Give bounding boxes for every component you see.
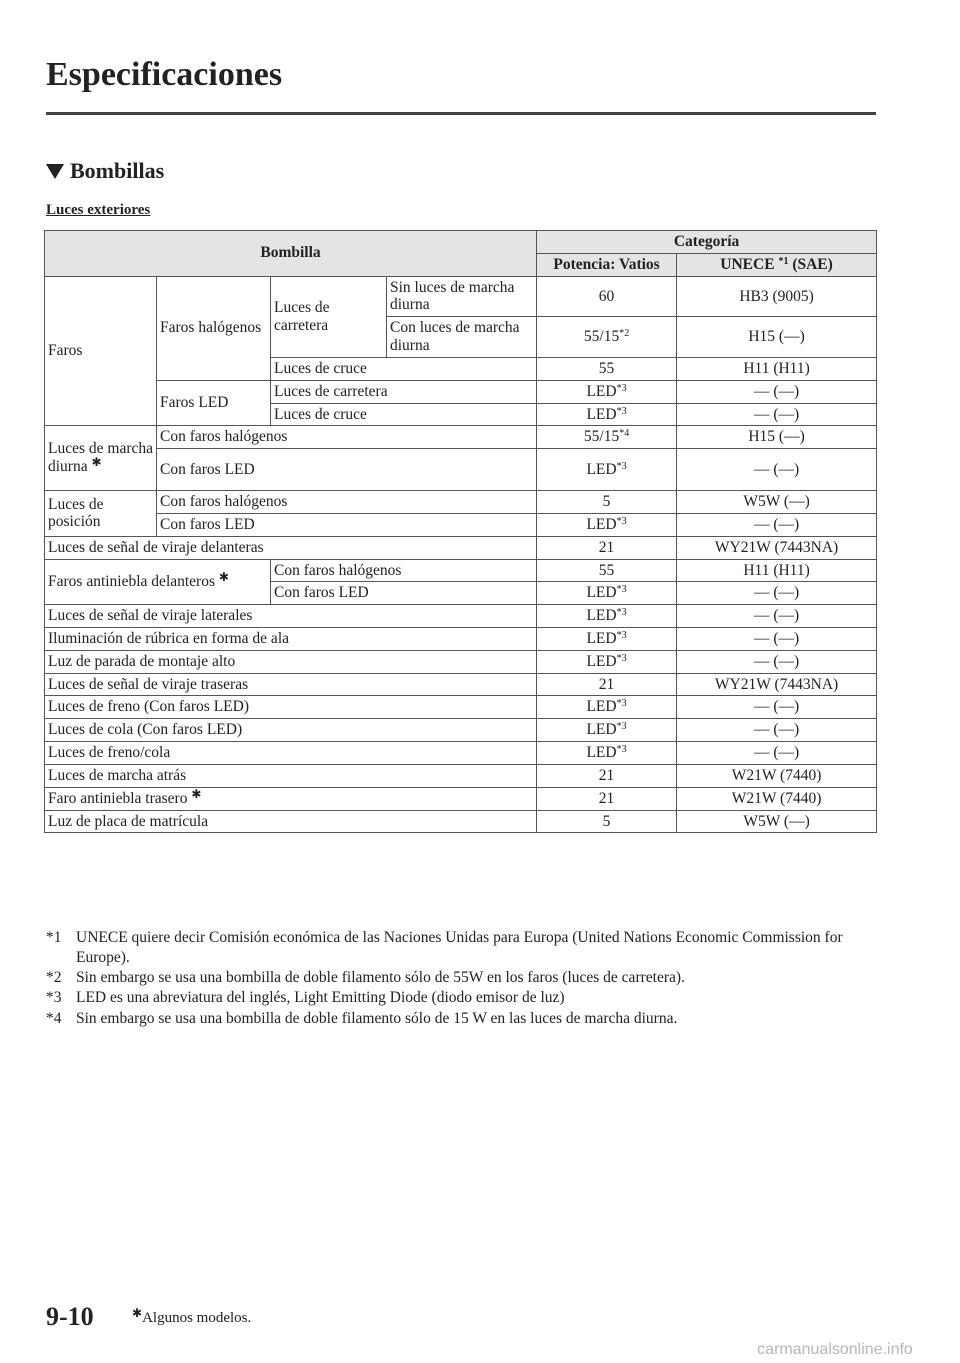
watermark: carmanualsonline.info <box>710 1337 960 1363</box>
footnote-text: Sin embargo se usa una bombilla de doble filamento sólo de 55W en los faros (luces de carretera). <box>76 969 685 987</box>
table-row <box>45 449 877 491</box>
table-row <box>45 787 877 810</box>
category-cell: H11 (H11) <box>677 357 877 380</box>
fog-halogen-label: Con faros halógenos <box>271 559 537 582</box>
footnote-mark: *1 <box>46 929 62 946</box>
power-value: LED <box>586 460 617 478</box>
footnote-ref: *3 <box>616 630 627 641</box>
power-value: 5 <box>602 812 611 830</box>
category-cell: W21W (7440) <box>677 787 877 810</box>
footnote-text: Sin embargo se usa una bombilla de doble filamento sólo de 15 W en las luces de marcha diurna. <box>76 1009 678 1027</box>
power-cell <box>537 764 677 787</box>
table-row <box>45 380 877 403</box>
power-cell: 55 <box>537 357 677 380</box>
triangle-down-icon <box>46 164 64 179</box>
header-unece <box>677 253 877 276</box>
row-label: Luces de marcha atrás <box>48 766 187 784</box>
row-label: Luces de señal de viraje traseras <box>48 675 249 693</box>
power-cell <box>537 787 677 810</box>
power-value: LED <box>586 584 617 602</box>
footnotes <box>46 928 876 1029</box>
power-value: LED <box>586 405 617 423</box>
power-value: LED <box>586 652 617 670</box>
table-row <box>45 719 877 742</box>
subsection-title: Luces exteriores <box>46 202 151 218</box>
power-cell <box>537 696 677 719</box>
power-cell <box>537 513 677 536</box>
star-icon: ✱ <box>132 1306 143 1320</box>
power-value: LED <box>586 607 617 625</box>
page-number: 9-10 <box>46 1302 94 1331</box>
footnote-mark: *4 <box>46 1009 62 1027</box>
star-icon: ✱ <box>218 569 229 584</box>
table-row <box>45 513 877 536</box>
footnote-3 <box>46 988 876 1008</box>
table-row <box>45 536 877 559</box>
table-row <box>45 650 877 673</box>
footnote-ref: *4 <box>619 428 630 440</box>
power-cell <box>537 742 677 765</box>
table-row <box>45 673 877 696</box>
section-title: Bombillas <box>70 158 165 183</box>
category-cell: ― (―) <box>677 582 877 605</box>
power-value: 21 <box>598 766 615 784</box>
footnote-ref: *3 <box>616 607 627 619</box>
row-label-cell <box>45 605 537 628</box>
category-cell: H15 (―) <box>677 317 877 358</box>
power-value: LED <box>586 721 617 739</box>
table-header-row <box>45 231 877 254</box>
table-row <box>45 559 877 582</box>
power-cell <box>537 650 677 673</box>
footnote-ref: *3 <box>616 652 627 664</box>
category-cell: H15 (―) <box>677 426 877 449</box>
table-row <box>45 426 877 449</box>
row-label: Luces de señal de viraje laterales <box>48 607 253 625</box>
power-cell <box>537 673 677 696</box>
power-value: 55/15 <box>583 428 620 446</box>
category-cell: ― (―) <box>677 513 877 536</box>
power-cell <box>537 317 677 358</box>
category-cell: ― (―) <box>677 380 877 403</box>
footnote-ref: *3 <box>616 405 627 417</box>
footnote-mark: *2 <box>46 969 62 987</box>
row-label: Luces de cola (Con faros LED) <box>48 721 243 739</box>
table-row <box>45 696 877 719</box>
footnote-text: UNECE quiere decir Comisión económica de las Naciones Unidas para Europa (United Nations Economic Commission for Europe). <box>76 929 843 967</box>
faros-low-beam-label: Luces de cruce <box>271 357 537 380</box>
front-turn-label: Luces de señal de viraje delanteras <box>45 536 537 559</box>
table-row <box>45 605 877 628</box>
power-value: 21 <box>598 675 615 693</box>
faros-halogen-label: Faros halógenos <box>157 276 271 380</box>
category-cell: W21W (7440) <box>677 764 877 787</box>
row-label-cell <box>45 719 537 742</box>
power-value: LED <box>586 515 617 533</box>
power-cell <box>537 403 677 426</box>
power-value: 21 <box>598 789 615 807</box>
footnote-ref: *2 <box>619 328 630 340</box>
fog-group-cell <box>45 559 271 605</box>
header-divider <box>46 112 876 115</box>
row-label-cell <box>45 650 537 673</box>
row-label-cell <box>45 696 537 719</box>
table-row <box>45 810 877 833</box>
faros-group-label: Faros <box>45 276 157 426</box>
header-power: Potencia: Vatios <box>537 253 677 276</box>
row-label: Luces de freno/cola <box>48 744 171 762</box>
category-cell: ― (―) <box>677 719 877 742</box>
fog-led-label: Con faros LED <box>271 582 537 605</box>
page-header-title: Especificaciones <box>46 56 283 93</box>
power-cell: 60 <box>537 276 677 317</box>
power-cell <box>537 605 677 628</box>
position-halogen-label: Con faros halógenos <box>157 491 537 514</box>
row-label-cell <box>45 742 537 765</box>
position-group-label: Luces de posición <box>45 491 157 537</box>
footnote-ref: *3 <box>616 584 627 596</box>
row-label-cell <box>45 628 537 651</box>
simple-rows <box>45 605 877 833</box>
faros-led-high-label: Luces de carretera <box>271 380 537 403</box>
row-label-cell <box>45 673 537 696</box>
row-label: Luces de freno (Con faros LED) <box>48 698 249 716</box>
power-cell <box>537 810 677 833</box>
table-row <box>45 628 877 651</box>
table-row <box>45 764 877 787</box>
section-heading <box>46 158 164 184</box>
power-value: 55/15 <box>583 328 620 346</box>
star-icon: ✱ <box>91 455 102 470</box>
faros-no-drl-label: Sin luces de marcha diurna <box>387 276 537 317</box>
power-value: LED <box>586 744 617 762</box>
header-unece-label: UNECE <box>720 255 775 273</box>
category-cell: ― (―) <box>677 403 877 426</box>
power-cell: 5 <box>537 491 677 514</box>
power-cell <box>537 582 677 605</box>
power-cell <box>537 380 677 403</box>
bulbs-table <box>44 230 877 833</box>
row-label: Iluminación de rúbrica en forma de ala <box>48 630 289 647</box>
footnote-ref: *1 <box>778 255 789 267</box>
drl-halogen-label: Con faros halógenos <box>157 426 537 449</box>
power-cell <box>537 719 677 742</box>
row-label-cell <box>45 764 537 787</box>
table-row <box>45 742 877 765</box>
header-sae-label: (SAE) <box>792 255 833 273</box>
footnote-ref: *3 <box>616 744 627 756</box>
power-cell: 21 <box>537 536 677 559</box>
footnote-text: LED es una abreviatura del inglés, Light Emitting Diode (diodo emisor de luz) <box>76 989 565 1007</box>
category-cell: ― (―) <box>677 650 877 673</box>
faros-high-beam-label: Luces de carretera <box>271 276 387 357</box>
row-label: Luz de parada de montaje alto <box>48 652 236 670</box>
footnote-1 <box>46 928 876 968</box>
table-row <box>45 276 877 317</box>
power-value: LED <box>586 698 617 716</box>
power-value: LED <box>586 382 617 400</box>
faros-with-drl-label: Con luces de marcha diurna <box>387 317 537 358</box>
fog-group-label: Faros antiniebla delanteros <box>48 572 216 590</box>
power-cell <box>537 426 677 449</box>
row-label: Faro antiniebla trasero <box>48 789 188 807</box>
footnote-mark: *3 <box>46 989 62 1007</box>
row-label: Luz de placa de matrícula <box>48 812 209 830</box>
row-label-cell <box>45 787 537 810</box>
category-cell: HB3 (9005) <box>677 276 877 317</box>
power-value: LED <box>586 630 617 647</box>
category-cell: ― (―) <box>677 696 877 719</box>
category-cell: WY21W (7443NA) <box>677 673 877 696</box>
footnote-ref: *3 <box>616 382 627 394</box>
header-category: Categoría <box>537 231 877 254</box>
faros-led-label: Faros LED <box>157 380 271 426</box>
footnote-ref: *3 <box>616 698 627 710</box>
position-led-label: Con faros LED <box>157 513 537 536</box>
footnote-2 <box>46 968 876 988</box>
category-cell: W5W (―) <box>677 491 877 514</box>
footnote-ref: *3 <box>616 515 627 527</box>
category-cell: ― (―) <box>677 605 877 628</box>
drl-led-label: Con faros LED <box>157 449 537 491</box>
drl-group-cell <box>45 426 157 491</box>
power-cell <box>537 628 677 651</box>
faros-led-low-label: Luces de cruce <box>271 403 537 426</box>
table-row <box>45 491 877 514</box>
category-cell: WY21W (7443NA) <box>677 536 877 559</box>
power-cell: 55 <box>537 559 677 582</box>
footnote-ref: *3 <box>616 460 627 472</box>
some-models-note <box>132 1306 252 1327</box>
category-cell: ― (―) <box>677 449 877 491</box>
category-cell: ― (―) <box>677 628 877 651</box>
drl-group-label: Luces de marcha diurna <box>48 440 153 476</box>
some-models-text: Algunos modelos. <box>142 1310 252 1326</box>
power-cell <box>537 449 677 491</box>
category-cell: W5W (―) <box>677 810 877 833</box>
category-cell: H11 (H11) <box>677 559 877 582</box>
footnote-ref: *3 <box>616 721 627 733</box>
footnote-4 <box>46 1009 876 1029</box>
header-bulb: Bombilla <box>45 231 537 277</box>
star-icon: ✱ <box>191 786 202 801</box>
row-label-cell <box>45 810 537 833</box>
category-cell: ― (―) <box>677 742 877 765</box>
